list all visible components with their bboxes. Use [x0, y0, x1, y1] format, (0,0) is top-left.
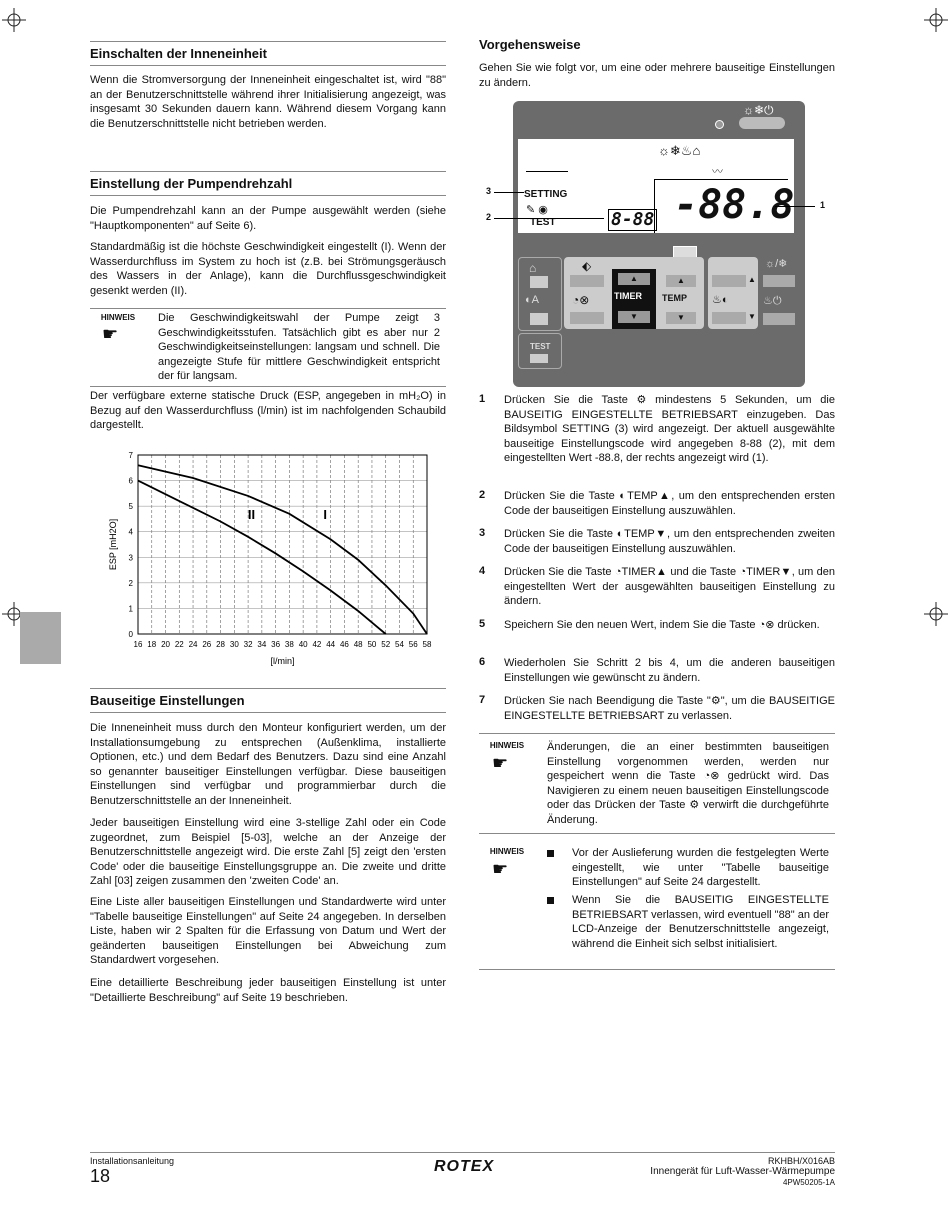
timer-block [612, 269, 656, 329]
hand-pointer-icon: ☛ [492, 753, 509, 773]
pump-curve-chart [96, 446, 438, 672]
x-tick-label: 46 [339, 640, 349, 649]
y-axis-label: ESP [mH2O] [108, 518, 118, 571]
callout-1: 1 [820, 200, 826, 210]
y-tick-label: 0 [128, 630, 133, 639]
note-text: Die Geschwindigkeitswahl der Pumpe zeigt 3 Geschwindigkeitsstufen. Tatsächlich gibt es aber nur 2 Geschwindigkeitseinstellungen: langsam und schnell. Die angezeigte Stufe für mittlere Geschwindigkeit entspricht der für langsam. [158, 312, 440, 383]
step-number: 4 [479, 565, 486, 577]
button-group-middle [564, 257, 704, 329]
button-group-left [518, 257, 562, 331]
section-title-bauseitige: Bauseitige Einstellungen [90, 688, 446, 713]
x-tick-label: 30 [229, 640, 239, 649]
note-label: HINWEIS [100, 313, 136, 322]
x-tick-label: 22 [174, 640, 184, 649]
test-label: TEST [530, 217, 556, 228]
paragraph: Die Pumpendrehzahl kann an der Pumpe ausgewählt werden (siehe "Hauptkomponenten" auf Seite 6). [90, 205, 446, 232]
x-tick-label: 44 [326, 640, 336, 649]
middle-button-1[interactable] [570, 275, 604, 287]
x-tick-label: 20 [161, 640, 170, 649]
controller-panel [513, 101, 805, 387]
footer-rule [90, 1152, 835, 1153]
step-text: Drücken Sie die Taste ◐TEMP▼, um den entsprechenden zweiten Code der bauseitigen Einstellung auszuwählen. [504, 528, 835, 555]
footer-doc-id: 4PW50205-1A [782, 1178, 835, 1187]
step-number: 3 [479, 527, 486, 539]
paragraph: Eine detaillierte Beschreibung jeder bauseitigen Einstellung ist unter "Detaillierte Beschreibung" auf Seite 19 beschrieben. [90, 977, 446, 1004]
panel-mode-icons: ☼❄⏻ [743, 103, 774, 117]
callout-3: 3 [486, 186, 492, 196]
x-tick-label: 38 [284, 640, 294, 649]
value-display: -88.8 [674, 182, 795, 228]
x-tick-label: 40 [298, 640, 308, 649]
right-down-button[interactable] [712, 312, 746, 324]
series-label: II [247, 506, 256, 522]
shower-power-icon: ♨⏻ [763, 295, 782, 307]
series-line-i [138, 465, 427, 634]
lcd-mode-icons: ☼❄♨⌂ [658, 143, 701, 158]
x-tick-label: 52 [381, 640, 391, 649]
x-tick-label: 56 [408, 640, 418, 649]
y-tick-label: 3 [128, 553, 133, 563]
note-bullet-text: Wenn Sie die BAUSEITIG EINGESTELLTE BETRIEBSART verlassen, wird eventuell "88" an der LCD-Anzeige der Benutzerschnittstelle angezeigt, während die Einheit sich selbst initialisiert. [572, 894, 829, 950]
page-number: 18 [90, 1166, 111, 1186]
paragraph: Die Inneneinheit muss durch den Monteur konfiguriert werden, um der Installationsumgebung zu entsprechen (Außenklima, installierte Optionen, etc.) und dem Bedarf des Benutzers. Dazu sind eine Anzahl so genannter bauseitiger Einstellungen verfügbar. Diese bauseitigen Einstellungen sind verfügbar und programmierbar durch die Benutzerschnittstelle an der Inneneinheit. [90, 722, 446, 807]
timer-down-button[interactable]: ▼ [618, 311, 650, 323]
y-tick-label: 2 [128, 578, 133, 588]
footer-doc-type: Installationsanleitung [90, 1156, 175, 1166]
y-tick-label: 1 [128, 604, 133, 614]
bullet-icon [547, 850, 554, 857]
x-tick-label: 54 [395, 640, 404, 649]
y-tick-label: 6 [128, 476, 133, 486]
x-tick-label: 26 [202, 640, 212, 649]
step-text: Drücken Sie die Taste ◔TIMER▲ und die Taste ◔TIMER▼, um den eingestellten Wert der ausgewählten bauseitigen Einstellung zu ändern. [504, 566, 835, 608]
paragraph: Standardmäßig ist die höchste Geschwindigkeit eingestellt (I). Wenn der Wasserdurchfluss im System zu hoch ist (z.B. bei Strömungsgeräusch des Wassers in der Anlage), kann die Durchflussgeschwindigkeit gesenkt werden (II). [90, 241, 446, 297]
dhw-button[interactable] [763, 313, 795, 325]
x-tick-label: 28 [216, 640, 226, 649]
paragraph: Jeder bauseitigen Einstellung wird eine 3-stellige Zahl oder ein Code zugeordnet, zum Beispiel [5-03], welche an der Anzeige der Benutzerschnittstelle angezeigt wird. Die erste Zahl [5] zeigt den 'ersten Code' oder die bauseitige Einstellungsgruppe an. Die zweite und dritte Zahl [03] zeigen zusammen den 'zweiten Code' an. [90, 817, 446, 888]
temp-label: TEMP [662, 293, 688, 303]
note-divider [479, 733, 835, 734]
x-tick-label: 18 [147, 640, 157, 649]
step-text: Wiederholen Sie Schritt 2 bis 4, um die anderen bauseitigen Einstellungen wie gewünscht zu ändern. [504, 657, 835, 684]
side-tab [20, 612, 61, 664]
step-number: 6 [479, 656, 486, 668]
note-divider [479, 833, 835, 834]
button-group-test [518, 333, 562, 369]
right-up-button[interactable] [712, 275, 746, 287]
bullet-icon [547, 897, 554, 904]
x-tick-label: 34 [257, 640, 267, 649]
x-tick-label: 42 [312, 640, 322, 649]
registration-mark-tr [924, 8, 948, 32]
step-number: 5 [479, 618, 486, 630]
note-label: HINWEIS [489, 741, 525, 750]
step-number: 1 [479, 393, 486, 405]
section-title-pumpendrehzahl: Einstellung der Pumpendrehzahl [90, 171, 446, 196]
step-text: Speichern Sie den neuen Wert, indem Sie die Taste ◔⊗ drücken. [504, 619, 820, 631]
arrow-diamond-icon: ⬖ [582, 259, 592, 273]
plot-frame [138, 455, 427, 634]
rotex-logo: ROTEX [434, 1158, 495, 1175]
sun-snow-icon: ☼/❄ [765, 258, 788, 270]
callout-line-2 [494, 218, 604, 219]
code-display: 8-88 [608, 209, 657, 231]
hand-pointer-icon: ☛ [492, 859, 509, 879]
left-button-1[interactable] [530, 276, 548, 288]
y-tick-label: 7 [128, 451, 133, 460]
step-number: 7 [479, 694, 486, 706]
registration-mark-mr [924, 602, 948, 626]
hand-pointer-icon: ☛ [102, 324, 119, 344]
coolheat-button[interactable] [763, 275, 795, 287]
paragraph: Der verfügbare externe statische Druck (ESP, angegeben in mH₂O) in Bezug auf den Wasserdurchfluss (l/min) ist im nachfolgenden Schaubild dargestellt. [90, 390, 446, 432]
registration-mark-tl [2, 8, 26, 32]
x-tick-label: 48 [353, 640, 363, 649]
footer-model: RKHBH/X016AB [767, 1156, 835, 1166]
left-button-2[interactable] [530, 313, 548, 325]
temp-up-button[interactable]: ▲ [666, 275, 696, 287]
callout-line-1 [775, 206, 815, 207]
note-divider [90, 386, 446, 387]
note-label: HINWEIS [489, 847, 525, 856]
paragraph: Wenn die Stromversorgung der Inneneinheit eingeschaltet ist, wird "88" an der Benutzerschnittstelle während ihrer Initialisierung angezeigt, was insgesamt 30 Sekunden dauern kann. Während diesem Vorgang kann die Benutzerschnittstelle nicht betrieben werden. [90, 74, 446, 130]
step-text: Drücken Sie nach Beendigung die Taste "⚙", um die BAUSEITIGE EINGESTELLTE BETRIEBSART zu verlassen. [504, 695, 835, 722]
note-text: Änderungen, die an einer bestimmten bauseitigen Einstellung vorgenommen werden, werden nur gespeichert wenn die Taste ◔⊗ gedrückt wird. Das Navigieren zu einem neuen bauseitigen Einstellungscode oder das Drücken der Taste ⚙ verwirft die durchgeführte Änderung. [547, 741, 829, 826]
shower-thermo-icon: ♨◐ [712, 294, 729, 306]
power-led [715, 120, 724, 129]
note-bullet-text: Vor der Auslieferung wurden die festgelegten Werte eingestellt, wie unter "Tabelle bauseitige Einstellungen" auf Seite 24 dargestellt. [572, 847, 829, 889]
x-tick-label: 24 [188, 640, 198, 649]
section-title-vorgehensweise: Vorgehensweise [479, 37, 581, 52]
lcd-dash [526, 171, 568, 172]
note-divider [90, 308, 446, 309]
footer-product: Innengerät für Luft-Wasser-Wärmepumpe [650, 1166, 835, 1177]
power-button[interactable] [739, 117, 785, 129]
button-group-right [708, 257, 758, 329]
x-axis-label: [l/min] [270, 656, 295, 666]
note-divider [479, 969, 835, 970]
y-tick-label: 4 [128, 527, 133, 537]
step-text: Drücken Sie die Taste ⚙ mindestens 5 Sekunden, um die BAUSEITIG EINGESTELLTE BETRIEBSART einzugeben. Das Bildsymbol SETTING (3) wird angezeigt. Der aktuell ausgewählte bauseitige Einstellungscode wird angegeben 8-88 (2), mit dem eingestellten Wert -88.8, der rechts angezeigt wird (1). [504, 394, 835, 465]
setting-label: SETTING [524, 189, 568, 200]
step-number: 2 [479, 489, 486, 501]
x-tick-label: 50 [367, 640, 377, 649]
middle-button-2[interactable] [570, 312, 604, 324]
x-tick-label: 32 [243, 640, 253, 649]
series-label: I [323, 506, 327, 522]
home-clock-icon: ⌂ [529, 261, 537, 275]
clock-cancel-icon: ◔⊗ [572, 293, 590, 307]
down-arrow-icon: ▼ [748, 312, 756, 321]
x-tick-label: 16 [133, 640, 143, 649]
timer-label: TIMER [614, 291, 642, 301]
step-text: Drücken Sie die Taste ◐TEMP▲, um den entsprechenden ersten Code der bauseitigen Einstellung auszuwählen. [504, 490, 835, 517]
thermo-a-icon: ◐A [525, 294, 539, 306]
callout-line-3 [494, 192, 524, 193]
lcd-wave-icon: 〰 [712, 166, 723, 178]
test-button-label: TEST [530, 342, 551, 351]
x-tick-label: 58 [422, 640, 432, 649]
x-tick-label: 36 [271, 640, 281, 649]
timer-up-button[interactable]: ▲ [618, 273, 650, 285]
section-title-einschalten: Einschalten der Inneneinheit [90, 41, 446, 66]
test-button[interactable] [530, 354, 548, 363]
lcd-separator [654, 179, 788, 180]
up-arrow-icon: ▲ [748, 275, 756, 284]
wrench-eye-icon: ✎ ◉ [526, 204, 548, 216]
temp-down-button[interactable]: ▼ [666, 312, 696, 324]
paragraph: Eine Liste aller bauseitigen Einstellungen und Standardwerte wird unter "Tabelle bauseitige Einstellungen" auf Seite 24 angegeben. In derselben Liste, haben wir 2 Spalten für die Erfassung von Datum und Wert der geänderten bauseitigen Einstellungen bei Abweichung zum Standardwert vorgesehen. [90, 896, 446, 967]
paragraph: Gehen Sie wie folgt vor, um eine oder mehrere bauseitige Einstellungen zu ändern. [479, 62, 835, 89]
callout-2: 2 [486, 212, 492, 222]
y-tick-label: 5 [128, 502, 133, 512]
